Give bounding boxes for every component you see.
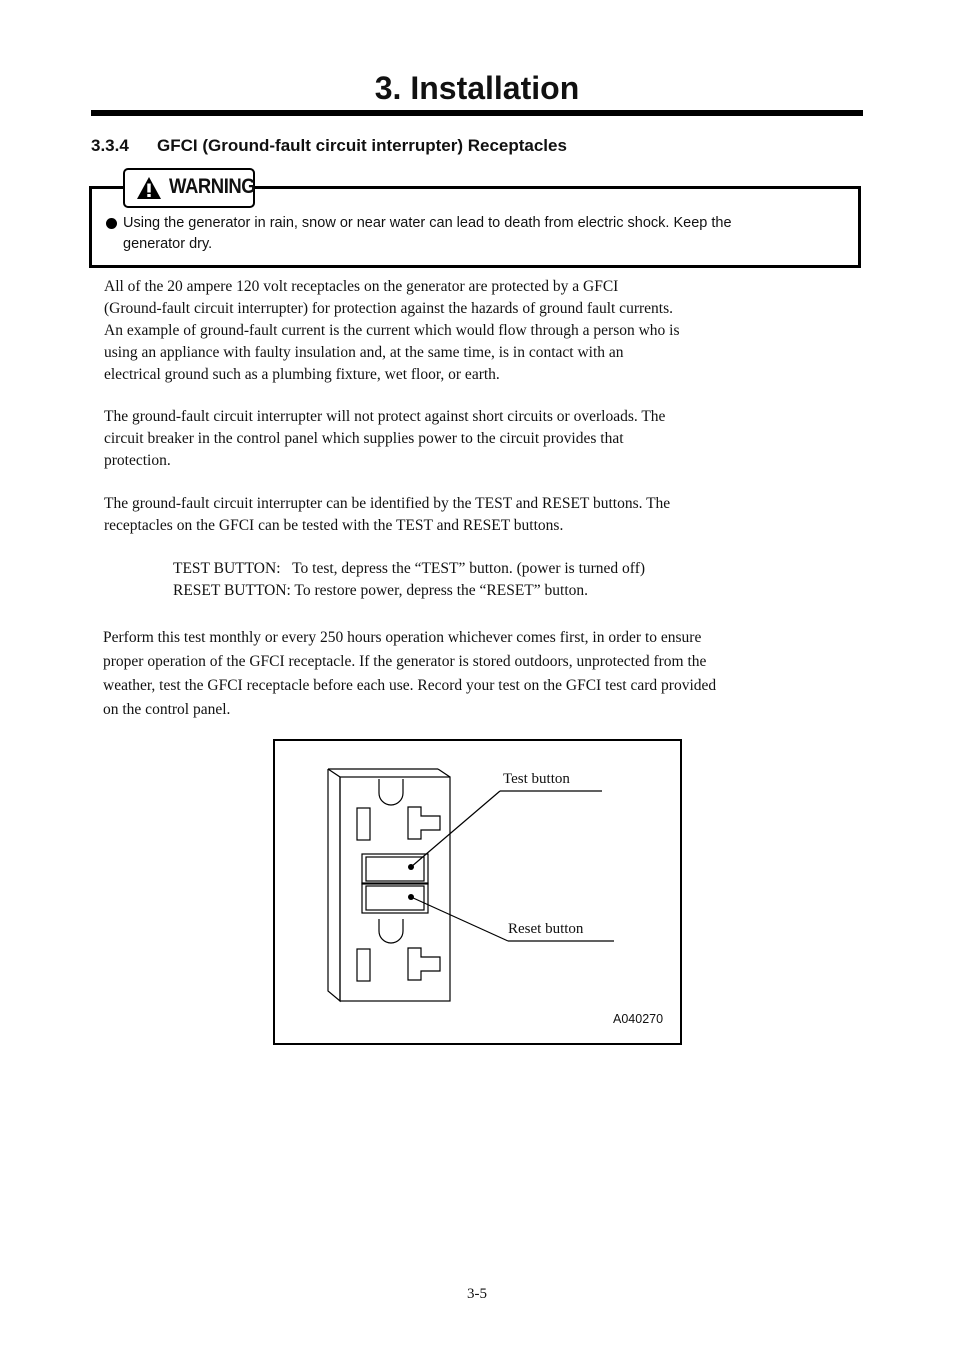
paragraph-line: using an appliance with faulty insulation and, at the same time, is in contact with an <box>104 344 624 361</box>
page-number: 3-5 <box>467 1286 487 1302</box>
warning-text-line: Using the generator in rain, snow or near water can lead to death from electric shock. Keep the <box>123 215 732 231</box>
paragraph-identification <box>104 493 844 537</box>
paragraph-line: The ground-fault circuit interrupter can be identified by the TEST and RESET buttons. The <box>104 495 671 512</box>
figure-code: A040270 <box>613 1012 664 1026</box>
title-rule <box>91 110 863 116</box>
button-instructions <box>173 558 645 602</box>
paragraph-gfci-protection <box>104 276 844 386</box>
paragraph-line: Perform this test monthly or every 250 hours operation whichever comes first, in order to ensure <box>103 629 702 646</box>
paragraph-line: electrical ground such as a plumbing fixture, wet floor, or earth. <box>104 366 500 383</box>
paragraph-line: weather, test the GFCI receptacle before each use. Record your test on the GFCI test card provided <box>103 677 717 694</box>
warning-text <box>123 213 823 255</box>
paragraph-line: circuit breaker in the control panel which supplies power to the circuit provides that <box>104 430 624 447</box>
reset-button-instruction: RESET BUTTON: To restore power, depress the “RESET” button. <box>173 582 589 599</box>
section-number: 3.3.4 <box>91 136 129 155</box>
gfci-receptacle-drawing <box>275 741 680 1043</box>
warning-text-line: generator dry. <box>123 236 213 252</box>
paragraph-line: (Ground-fault circuit interrupter) for protection against the hazards of ground fault currents. <box>104 300 673 317</box>
paragraph-line: All of the 20 ampere 120 volt receptacles on the generator are protected by a GFCI <box>104 278 619 295</box>
warning-triangle-icon <box>136 176 162 200</box>
warning-label <box>123 168 255 208</box>
warning-word: WARNING <box>169 175 256 198</box>
gfci-figure <box>273 739 682 1045</box>
paragraph-test-schedule <box>103 626 853 722</box>
test-button-instruction: TEST BUTTON: To test, depress the “TEST” button. (power is turned off) <box>173 560 646 577</box>
chapter-title: 3. Installation <box>374 70 580 106</box>
paragraph-limitations <box>104 406 844 472</box>
paragraph-line: The ground-fault circuit interrupter will not protect against short circuits or overloads. The <box>104 408 666 425</box>
paragraph-line: protection. <box>104 452 171 469</box>
paragraph-line: proper operation of the GFCI receptacle. If the generator is stored outdoors, unprotected from the <box>103 653 707 670</box>
paragraph-line: An example of ground-fault current is the current which would flow through a person who is <box>104 322 680 339</box>
reset-button-label: Reset button <box>508 921 584 937</box>
section-heading <box>91 136 567 156</box>
section-title: GFCI (Ground-fault circuit interrupter) Receptacles <box>157 136 567 155</box>
test-button-label: Test button <box>503 771 570 787</box>
paragraph-line: receptacles on the GFCI can be tested with the TEST and RESET buttons. <box>104 517 564 534</box>
paragraph-line: on the control panel. <box>103 701 231 718</box>
bullet-icon <box>106 218 117 229</box>
